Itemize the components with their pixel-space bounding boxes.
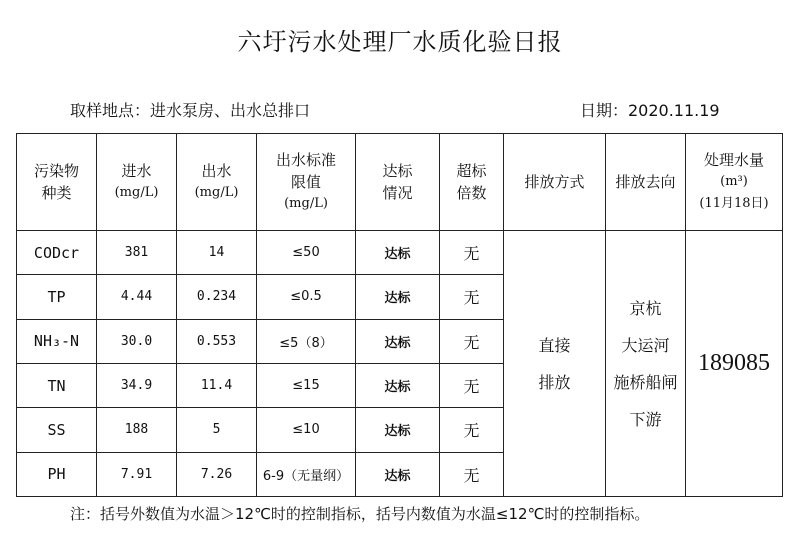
param-cell: TN [17,363,97,407]
header-exceed-ratio: 超标 倍数 [440,134,504,231]
footnote: 注：括号外数值为水温＞12℃时的控制指标，括号内数值为水温≤12℃时的控制指标。 [70,505,650,523]
effluent-cell: 0.553 [177,319,257,363]
header-row [17,134,783,231]
effluent-cell: 0.234 [177,275,257,319]
exceed-cell: 无 [440,231,504,275]
exceed-cell: 无 [440,319,504,363]
header-standard: 出水标准 限值 (mg/L) [257,134,356,231]
compliance-cell: 达标 [356,363,440,407]
discharge-mode-cell: 直接 排放 [504,231,606,497]
standard-cell: ≤10 [257,408,356,452]
effluent-cell: 14 [177,231,257,275]
report-date: 日期：2020.11.19 [580,101,720,120]
influent-cell: 381 [97,231,177,275]
header-treated-volume: 处理水量 (m³) (11月18日) [686,134,783,231]
water-quality-table [16,133,783,497]
influent-cell: 30.0 [97,319,177,363]
influent-cell: 188 [97,408,177,452]
param-cell: TP [17,275,97,319]
compliance-cell: 达标 [356,231,440,275]
header-influent: 进水 (mg/L) [97,134,177,231]
treated-volume-cell: 189085 [686,231,783,497]
discharge-direction-cell: 京杭 大运河 施桥船闸 下游 [606,231,686,497]
param-cell: SS [17,408,97,452]
header-discharge-mode: 排放方式 [504,134,606,231]
param-cell: PH [17,452,97,496]
exceed-cell: 无 [440,363,504,407]
effluent-cell: 11.4 [177,363,257,407]
standard-cell: ≤5（8） [257,319,356,363]
exceed-cell: 无 [440,408,504,452]
standard-cell: 6-9（无量纲） [257,452,356,496]
compliance-cell: 达标 [356,319,440,363]
header-compliance: 达标 情况 [356,134,440,231]
header-effluent: 出水 (mg/L) [177,134,257,231]
compliance-cell: 达标 [356,275,440,319]
exceed-cell: 无 [440,452,504,496]
compliance-cell: 达标 [356,452,440,496]
standard-cell: ≤15 [257,363,356,407]
sampling-location: 取样地点：进水泵房、出水总排口 [70,101,311,120]
table-row [17,231,783,275]
exceed-cell: 无 [440,275,504,319]
report-title: 六圩污水处理厂水质化验日报 [237,28,563,56]
param-cell: NH₃-N [17,319,97,363]
header-pollutant-type: 污染物 种类 [17,134,97,231]
standard-cell: ≤0.5 [257,275,356,319]
influent-cell: 4.44 [97,275,177,319]
effluent-cell: 7.26 [177,452,257,496]
param-cell: CODcr [17,231,97,275]
influent-cell: 34.9 [97,363,177,407]
header-discharge-direction: 排放去向 [606,134,686,231]
influent-cell: 7.91 [97,452,177,496]
effluent-cell: 5 [177,408,257,452]
standard-cell: ≤50 [257,231,356,275]
compliance-cell: 达标 [356,408,440,452]
